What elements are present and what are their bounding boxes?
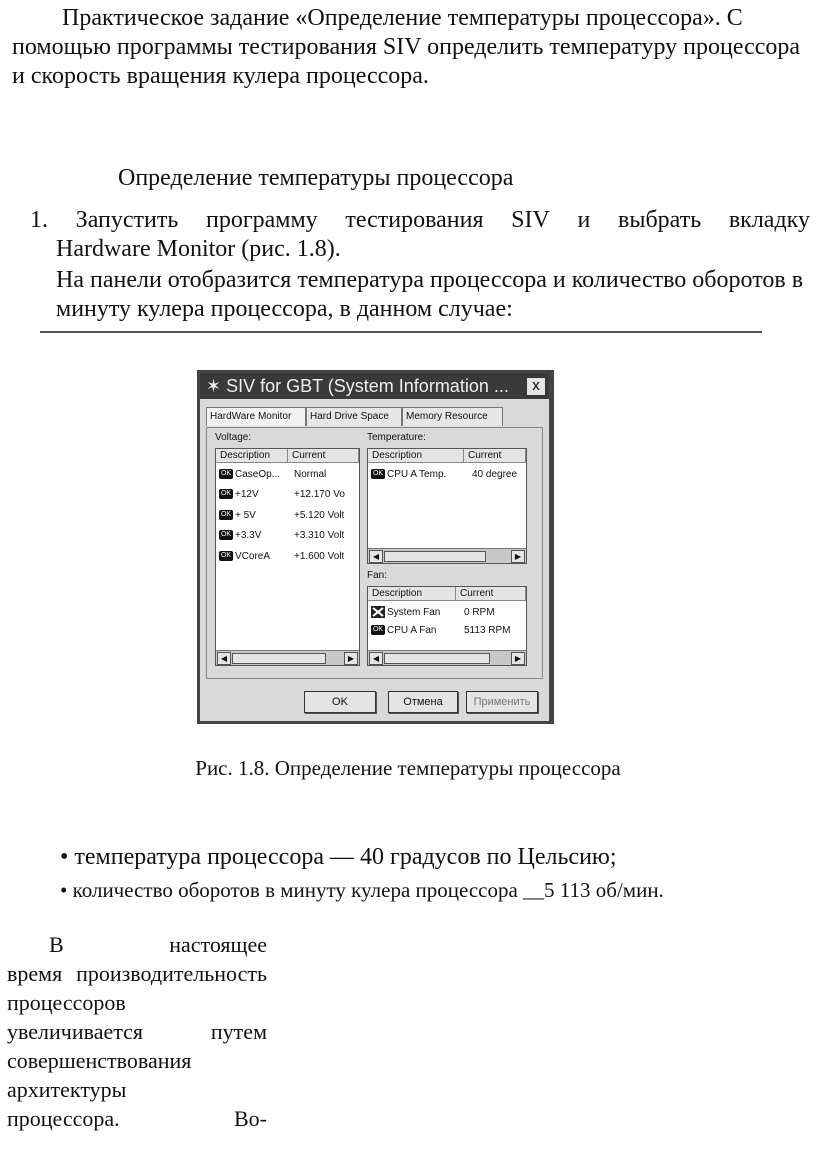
row-value: 0 RPM: [464, 607, 495, 618]
window-title: SIV for GBT (System Information ...: [226, 376, 509, 396]
row-value: Normal: [294, 469, 327, 480]
para-word: В: [49, 932, 64, 957]
step-number: 1.: [30, 207, 48, 233]
para-word: Во-: [234, 1106, 267, 1131]
ok-status-icon: OK: [372, 626, 384, 634]
bullet-item: • количество оборотов в минуту кулера процессора __5 113 об/мин.: [60, 878, 664, 902]
close-button[interactable]: x: [526, 377, 546, 396]
list-item[interactable]: [216, 508, 359, 524]
ok-status-icon: OK: [372, 470, 384, 478]
row-description: +12V: [235, 489, 259, 500]
para-middle: время производительность процессоров увеличивается путем совершенствования архитектуры: [7, 961, 267, 1102]
row-description: System Fan: [387, 607, 441, 618]
list-item[interactable]: [368, 605, 526, 621]
column-header[interactable]: Description: [216, 449, 288, 463]
column-header[interactable]: Description: [368, 587, 456, 601]
list-item[interactable]: [216, 487, 359, 503]
step-word: и: [577, 207, 591, 233]
scroll-right-arrow-icon[interactable]: ▶: [511, 550, 525, 563]
scroll-left-arrow-icon[interactable]: ◀: [369, 550, 383, 563]
row-description: +3.3V: [235, 530, 262, 541]
horizontal-rule: [40, 331, 762, 333]
bullet-item: • температура процессора — 40 градусов по Цельсию;: [60, 844, 617, 870]
ok-status-icon: OK: [220, 490, 232, 498]
column-header[interactable]: Current: [456, 587, 526, 601]
siv-window: [200, 373, 549, 721]
scroll-thumb[interactable]: [384, 653, 490, 664]
list-item[interactable]: [368, 467, 526, 483]
figure-caption: Рис. 1.8. Определение температуры процессора: [195, 756, 621, 780]
ok-status-icon: OK: [220, 470, 232, 478]
tab-hardware-monitor[interactable]: HardWare Monitor: [206, 407, 306, 426]
column-header[interactable]: Current: [288, 449, 359, 463]
row-value: +3.310 Volt: [294, 530, 345, 541]
siv-screenshot: [197, 370, 554, 724]
scroll-thumb[interactable]: [232, 653, 326, 664]
window-titlebar[interactable]: [200, 373, 549, 399]
voltage-list[interactable]: [215, 448, 360, 666]
list-item[interactable]: [216, 549, 359, 565]
step-word: Запустить: [75, 207, 179, 233]
cancel-button[interactable]: Отмена: [388, 691, 458, 713]
horizontal-scrollbar[interactable]: [368, 650, 526, 665]
fan-label: Fan:: [367, 570, 388, 581]
row-value: 40 degree: [472, 469, 518, 480]
row-description: CPU A Fan: [387, 625, 437, 636]
list-item[interactable]: [368, 623, 526, 639]
step-word: тестирования: [345, 207, 484, 233]
row-description: CaseOp...: [235, 469, 281, 480]
step-word: программу: [205, 207, 318, 233]
horizontal-scrollbar[interactable]: [368, 548, 526, 563]
tab-hard-drive-space[interactable]: Hard Drive Space: [306, 407, 402, 426]
temperature-label: Temperature:: [367, 432, 426, 443]
column-header[interactable]: Description: [368, 449, 464, 463]
step-word: выбрать: [618, 207, 702, 233]
step-line-2: Hardware Monitor (рис. 1.8).: [56, 236, 341, 262]
temperature-list[interactable]: [367, 448, 527, 564]
ok-status-icon: OK: [220, 511, 232, 519]
ok-button[interactable]: OK: [304, 691, 376, 713]
step-word: вкладку: [728, 207, 810, 233]
step-1: [30, 206, 810, 324]
horizontal-scrollbar[interactable]: [216, 650, 359, 665]
body-paragraph: [7, 930, 267, 1133]
ok-status-icon: OK: [220, 531, 232, 539]
row-value: +5.120 Volt: [294, 510, 345, 521]
intro-paragraph: Практическое задание «Определение температуры процессора». С помощью программы тестирования SIV определить температуру процессора и скорость вращения кулера процессора.: [12, 5, 801, 89]
scroll-thumb[interactable]: [384, 551, 486, 562]
row-description: + 5V: [235, 510, 256, 521]
scroll-left-arrow-icon[interactable]: ◀: [369, 652, 383, 665]
para-word: процессора.: [7, 1106, 120, 1131]
app-icon: ✶: [206, 376, 227, 396]
tab-memory-resource[interactable]: Memory Resource: [402, 407, 503, 426]
fan-list[interactable]: [367, 586, 527, 666]
step-word: SIV: [511, 207, 550, 233]
row-description: CPU A Temp.: [387, 469, 447, 480]
list-item[interactable]: [216, 528, 359, 544]
scroll-right-arrow-icon[interactable]: ▶: [344, 652, 358, 665]
apply-button[interactable]: Применить: [466, 691, 538, 713]
row-description: VCoreA: [235, 551, 271, 562]
tab-panel: [206, 427, 543, 679]
row-value: +1.600 Volt: [294, 551, 345, 562]
voltage-label: Voltage:: [215, 432, 252, 443]
step-line-3: На панели отобразится температура процессора и количество оборотов в минуту кулера процессора, в данном случае:: [56, 267, 804, 322]
row-value: 5113 RPM: [464, 625, 511, 636]
section-heading: Определение температуры процессора: [118, 165, 514, 191]
fan-warning-icon: [371, 606, 385, 618]
scroll-right-arrow-icon[interactable]: ▶: [511, 652, 525, 665]
scroll-left-arrow-icon[interactable]: ◀: [217, 652, 231, 665]
row-value: +12.170 Vo: [294, 489, 345, 500]
ok-status-icon: OK: [220, 552, 232, 560]
list-item[interactable]: [216, 467, 359, 483]
column-header[interactable]: Current: [464, 449, 526, 463]
para-word: настоящее: [169, 932, 267, 957]
